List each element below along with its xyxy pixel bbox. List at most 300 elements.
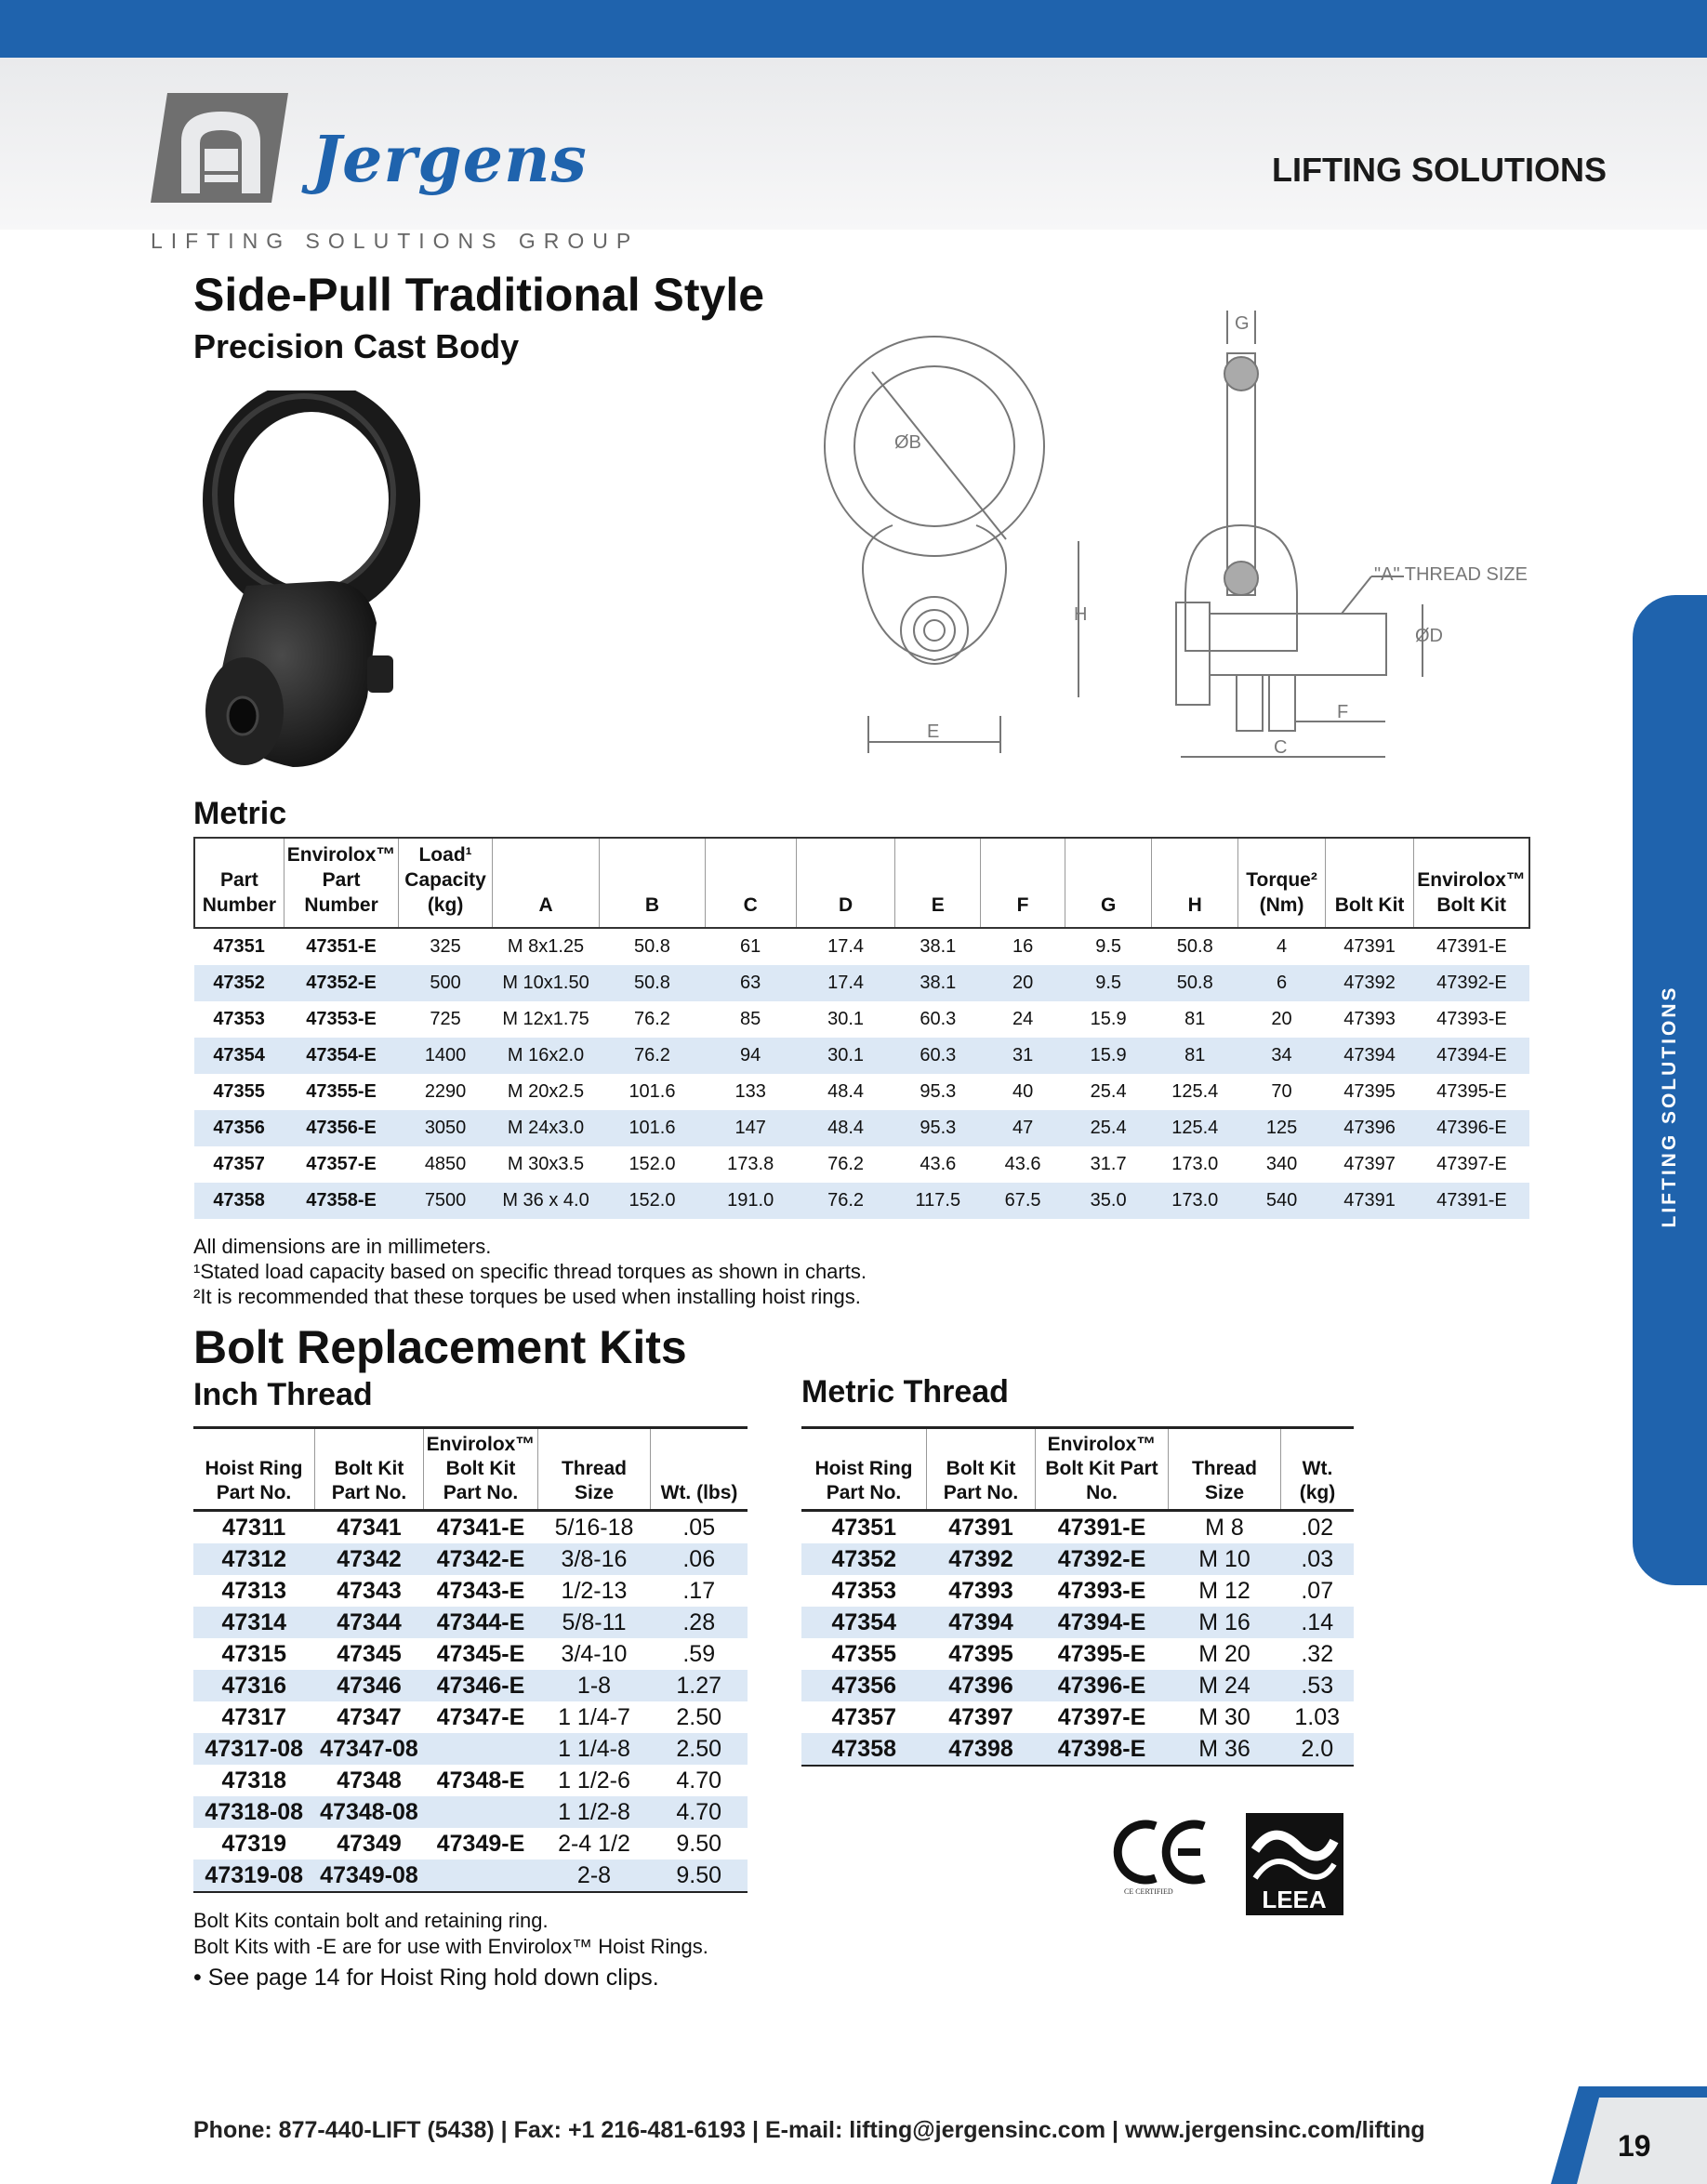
table-cell: 43.6 [920,1154,957,1174]
table-cell: 133 [734,1081,766,1102]
table-cell: 47348-08 [320,1798,418,1825]
metric-kits-body [801,1511,1354,1767]
table-cell: M 16 [1198,1608,1250,1635]
table-cell: 47346 [337,1672,402,1699]
table-cell: 47348 [337,1767,402,1794]
table-cell: 101.6 [629,1118,676,1138]
section-title: LIFTING SOLUTIONS [1272,151,1607,189]
table-cell: 47344-E [436,1608,525,1635]
inch-kit-row [193,1638,748,1670]
kit-bullet-note: • See page 14 for Hoist Ring hold down clips. [193,1965,659,1991]
table-cell: 47356 [831,1672,897,1699]
table-cell: 47397 [948,1703,1013,1730]
table-cell: 47391-E [1436,1190,1507,1211]
table-cell: 47393 [1343,1009,1396,1029]
inch-kit-row [193,1828,748,1860]
table-cell: M 30x3.5 [507,1154,585,1174]
table-cell: 24 [1012,1009,1034,1029]
table-cell: 47354-E [306,1045,377,1066]
metric-kit-row [801,1670,1354,1701]
table-cell: 20 [1012,973,1034,993]
table-cell: 47357 [213,1154,265,1174]
table-header-row [193,1428,748,1511]
table-cell: 152.0 [629,1154,676,1174]
table-cell: 47317-08 [205,1735,304,1762]
table-cell: .17 [682,1577,716,1604]
table-cell: 47391 [948,1514,1013,1541]
metric-table-row [194,965,1529,1001]
page-header [0,58,1707,253]
table-cell [424,1860,538,1892]
table-cell: 2-8 [538,1860,651,1892]
metric-table-row [194,1183,1529,1219]
table-cell: 47348-E [436,1767,525,1794]
table-cell: 191.0 [727,1190,774,1211]
inch-kit-row [193,1796,748,1828]
kit-note-contents: Bolt Kits contain bolt and retaining ring. [193,1909,549,1932]
col-b: B [600,838,705,928]
col-envirolox-bolt-kit: Envirolox™ Bolt Kit Part No. [1036,1428,1169,1511]
table-cell: 47391-E [1436,936,1507,957]
table-cell: 47358-E [306,1190,377,1211]
table-cell: 48.4 [827,1118,865,1138]
table-cell: .07 [1301,1577,1334,1604]
table-cell: 47347-08 [320,1735,418,1762]
table-cell: 47316 [221,1672,287,1699]
table-cell: 47393-E [1436,1009,1507,1029]
table-cell: M 20 [1198,1640,1250,1667]
table-cell: 50.8 [634,936,670,957]
table-cell: .03 [1301,1545,1334,1572]
table-cell: 95.3 [920,1118,957,1138]
table-cell: 47398-E [1036,1733,1169,1766]
table-cell: M 24 [1198,1672,1250,1699]
table-cell: 4.70 [676,1798,722,1825]
table-cell: 47396-E [1436,1118,1507,1138]
table-cell: 47352 [831,1545,897,1572]
table-cell: 3/8-16 [561,1545,628,1572]
table-cell: 47391 [1343,936,1396,957]
table-cell: 35.0 [1090,1190,1127,1211]
table-cell: 47353 [831,1577,897,1604]
jergens-logo-icon [149,84,296,209]
table-cell: 76.2 [634,1009,670,1029]
table-cell: .32 [1301,1640,1334,1667]
col-thread-size: Thread Size [538,1428,651,1511]
side-tab-label-wrap [1646,967,1694,1246]
table-cell: 1 1/2-6 [558,1767,630,1794]
table-cell: 47345-E [436,1640,525,1667]
table-cell: 47349 [337,1830,402,1857]
metric-kit-row [801,1701,1354,1733]
table-cell: 1-8 [576,1672,612,1699]
table-cell: 47392 [948,1545,1013,1572]
table-cell: 47341-E [436,1514,525,1541]
col-d: D [796,838,895,928]
table-cell: 9.50 [651,1860,748,1892]
col-bolt-kit: Bolt Kit Part No. [315,1428,424,1511]
table-cell: 38.1 [920,936,957,957]
table-cell: 47347-E [436,1703,525,1730]
table-cell: 101.6 [629,1081,676,1102]
table-cell: 60.3 [920,1045,957,1066]
table-cell: 47351 [213,936,265,957]
ce-caption: CE CERTIFIED [1124,1887,1173,1896]
table-cell: 25.4 [1090,1118,1127,1138]
table-cell: 47395-E [1436,1081,1507,1102]
table-cell: 47395 [1343,1081,1396,1102]
col-g: G [1065,838,1151,928]
table-cell: 47342-E [436,1545,525,1572]
metric-kit-row [801,1511,1354,1544]
table-cell: 47347 [337,1703,402,1730]
table-cell: 47352-E [306,973,377,993]
table-cell: M 8x1.25 [507,936,585,957]
col-part-number: Part Number [194,838,284,928]
table-cell: .59 [682,1640,716,1667]
dim-label-f: F [1337,702,1349,722]
table-cell: 76.2 [827,1190,865,1211]
top-blue-bar [0,0,1707,58]
inch-thread-table [193,1426,748,1893]
table-cell: 47397-E [1057,1703,1146,1730]
table-cell: 38.1 [920,973,957,993]
table-cell: 6 [1276,973,1288,993]
table-cell: 125.4 [1171,1081,1219,1102]
table-cell: M 20x2.5 [507,1081,585,1102]
table-cell: 1 1/2-8 [558,1798,630,1825]
table-cell: 3050 [424,1118,467,1138]
table-cell: 47397 [1343,1154,1396,1174]
table-cell: 47318-08 [205,1798,304,1825]
table-cell: 2.50 [676,1703,722,1730]
table-cell: 85 [740,1009,761,1029]
table-cell: M 36 [1169,1733,1281,1766]
table-cell: 340 [1265,1154,1298,1174]
table-cell: 47396 [1343,1118,1396,1138]
table-cell: 15.9 [1090,1009,1127,1029]
col-weight: Wt. (lbs) [651,1428,748,1511]
table-cell: 67.5 [1004,1190,1041,1211]
metric-table-row [194,1074,1529,1110]
table-cell: M 10 [1198,1545,1250,1572]
table-cell: 173.0 [1171,1190,1219,1211]
table-cell: 1/2-13 [561,1577,628,1604]
table-cell: 47392-E [1436,973,1507,993]
col-bolt-kit: Bolt Kit [1325,838,1413,928]
table-cell: 81 [1184,1009,1206,1029]
table-cell: 173.8 [727,1154,774,1174]
table-cell: 5/16-18 [554,1514,634,1541]
table-cell: 325 [430,936,461,957]
col-thread-size: Thread Size [1169,1428,1281,1511]
table-cell: 47355 [831,1640,897,1667]
page-number: 19 [1618,2129,1651,2163]
metric-thread-table [801,1426,1354,1767]
table-cell: 63 [740,973,761,993]
table-cell: 2290 [424,1081,467,1102]
table-cell: 47354 [213,1045,265,1066]
table-cell: 500 [430,973,461,993]
product-title: Side-Pull Traditional Style [193,269,765,321]
table-cell: 50.8 [1176,973,1213,993]
table-cell: 47355 [213,1081,265,1102]
table-cell: 4.70 [676,1767,722,1794]
leea-text: LEEA [1262,1886,1327,1913]
ce-certified-mark [1111,1813,1213,1897]
table-cell: .02 [1301,1514,1334,1541]
table-cell: 60.3 [920,1009,957,1029]
table-cell: 173.0 [1171,1154,1219,1174]
metric-thread-label: Metric Thread [801,1374,1009,1410]
table-cell: 50.8 [634,973,670,993]
table-cell: 76.2 [827,1154,865,1174]
col-torque: Torque² (Nm) [1238,838,1326,928]
product-subtitle: Precision Cast Body [193,327,520,365]
col-e: E [895,838,981,928]
table-cell: 7500 [424,1190,467,1211]
table-cell: 17.4 [827,973,865,993]
inch-kit-row [193,1607,748,1638]
col-envirolox-part: Envirolox™ Part Number [284,838,399,928]
inch-kit-row [193,1511,748,1544]
table-cell: 20 [1271,1009,1292,1029]
metric-kit-row [801,1575,1354,1607]
table-cell [424,1796,538,1828]
hoist-ring-photo [191,390,432,781]
metric-table-row [194,1038,1529,1074]
table-cell: .28 [682,1608,716,1635]
leea-logo [1246,1813,1343,1915]
table-cell: 50.8 [1176,936,1213,957]
col-c: C [705,838,796,928]
table-header-row [801,1428,1354,1511]
table-cell [424,1733,538,1765]
inch-kit-row [193,1733,748,1765]
table-cell: 31.7 [1090,1154,1127,1174]
table-cell: M 30 [1198,1703,1250,1730]
table-cell: 47393-E [1057,1577,1146,1604]
table-cell: 540 [1265,1190,1298,1211]
col-a: A [492,838,600,928]
table-cell: 47353 [213,1009,265,1029]
inch-table-body [193,1511,748,1893]
table-cell: 47318 [221,1767,287,1794]
table-cell: 47 [1012,1118,1034,1138]
table-cell: 25.4 [1090,1081,1127,1102]
table-cell: 47394-E [1057,1608,1146,1635]
table-cell: 47398 [927,1733,1036,1766]
table-cell: 1 1/4-7 [558,1703,630,1730]
table-header-row [194,838,1529,928]
table-cell: M 36 x 4.0 [502,1190,589,1211]
table-cell: 30.1 [827,1009,865,1029]
col-hoist-ring: Hoist Ring Part No. [193,1428,315,1511]
table-cell: 47317 [221,1703,287,1730]
table-cell: M 24x3.0 [507,1118,585,1138]
table-cell: 47392-E [1057,1545,1146,1572]
table-cell: 47354 [831,1608,897,1635]
table-cell: 725 [430,1009,461,1029]
table-cell: M 12 [1198,1577,1250,1604]
table-cell: 47391-E [1057,1514,1146,1541]
table-cell: 47351-E [306,936,377,957]
table-cell: 125.4 [1171,1118,1219,1138]
table-cell: 147 [734,1118,766,1138]
table-cell: 47355-E [306,1081,377,1102]
table-cell: 5/8-11 [562,1608,627,1635]
table-cell: 17.4 [827,936,865,957]
table-cell: 1.27 [676,1672,722,1699]
metric-table-label: Metric [193,796,287,831]
table-cell: 1 1/4-8 [558,1735,630,1762]
kit-note-envirolox: Bolt Kits with -E are for use with Envirolox™ Hoist Rings. [193,1935,708,1958]
table-cell: 4850 [424,1154,467,1174]
table-cell: 47341 [337,1514,402,1541]
table-cell: 48.4 [827,1081,865,1102]
bolt-kits-title: Bolt Replacement Kits [193,1321,687,1373]
table-cell: 47345 [337,1640,402,1667]
metric-kit-row [801,1607,1354,1638]
table-cell: 40 [1012,1081,1034,1102]
inch-kit-row [193,1860,748,1892]
table-cell: 47396 [948,1672,1013,1699]
metric-table-row [194,1110,1529,1146]
dim-label-c: C [1274,737,1288,758]
table-cell: 2.0 [1281,1733,1355,1766]
table-cell: 152.0 [629,1190,676,1211]
table-cell: 47358 [801,1733,927,1766]
dim-label-b: ØB [894,432,921,453]
table-cell: 47351 [831,1514,897,1541]
table-cell: 76.2 [634,1045,670,1066]
dim-label-e: E [927,721,940,742]
note-dimensions: All dimensions are in millimeters. [193,1235,492,1258]
table-cell: 47352 [213,973,265,993]
col-envirolox-bolt-kit: Envirolox™ Bolt Kit [1414,838,1529,928]
table-cell: 47313 [221,1577,287,1604]
note-load-capacity: ¹Stated load capacity based on specific thread torques as shown in charts. [193,1260,867,1283]
table-cell: M 12x1.75 [502,1009,589,1029]
col-f: F [981,838,1065,928]
table-cell: 81 [1184,1045,1206,1066]
col-weight: Wt. (kg) [1281,1428,1355,1511]
table-cell: 47395 [948,1640,1013,1667]
metric-table-row [194,1001,1529,1038]
table-cell: 47358 [213,1190,265,1211]
table-cell: 47394 [948,1608,1013,1635]
table-cell: 47314 [221,1608,287,1635]
table-cell: .14 [1301,1608,1334,1635]
table-cell: .53 [1301,1672,1334,1699]
table-cell: 117.5 [915,1190,961,1211]
side-tab-label: LIFTING SOLUTIONS [1659,985,1680,1228]
col-h: H [1152,838,1238,928]
table-cell: 47349-E [436,1830,525,1857]
note-torque: ²It is recommended that these torques be used when installing hoist rings. [193,1285,861,1308]
table-cell: 4 [1276,936,1288,957]
kit-notes [193,1908,708,1960]
metric-table-row [194,1146,1529,1183]
table-cell: M 8 [1205,1514,1244,1541]
col-bolt-kit: Bolt Kit Part No. [927,1428,1036,1511]
inch-kit-row [193,1575,748,1607]
table-cell: 94 [740,1045,761,1066]
table-cell: 47344 [337,1608,402,1635]
table-cell: 47396-E [1057,1672,1146,1699]
col-load-capacity: Load¹ Capacity (kg) [399,838,492,928]
table-cell: 16 [1012,936,1034,957]
table-cell: 47312 [221,1545,287,1572]
table-cell: 70 [1271,1081,1292,1102]
brand-subtitle: LIFTING SOLUTIONS GROUP [151,229,640,253]
table-cell: 2.50 [676,1735,722,1762]
table-cell: 9.50 [676,1830,722,1857]
table-cell: .05 [682,1514,716,1541]
table-cell: 47356-E [306,1118,377,1138]
table-cell: 43.6 [1004,1154,1041,1174]
inch-kit-row [193,1543,748,1575]
inch-kit-row [193,1701,748,1733]
table-cell: 47315 [221,1640,287,1667]
brand-logo-text: Jergens [311,123,588,197]
table-cell: 47391 [1343,1190,1396,1211]
table-cell: 47343-E [436,1577,525,1604]
table-cell: 47357 [831,1703,897,1730]
table-cell: 9.5 [1095,936,1122,957]
metric-notes [193,1234,867,1309]
col-hoist-ring: Hoist Ring Part No. [801,1428,927,1511]
inch-kit-row [193,1765,748,1796]
dim-label-h: H [1074,604,1088,625]
table-cell: 34 [1271,1045,1292,1066]
footer-contact: Phone: 877-440-LIFT (5438) | Fax: +1 216-481-6193 | E-mail: lifting@jergensinc.com | www.jergensinc.com/lifting [193,2117,1425,2143]
table-cell: M 10x1.50 [502,973,589,993]
table-cell: 1400 [424,1045,467,1066]
table-cell: M 16x2.0 [507,1045,585,1066]
table-cell: 30.1 [827,1045,865,1066]
table-cell: 47343 [337,1577,402,1604]
table-cell: 47356 [213,1118,265,1138]
metric-kit-row [801,1638,1354,1670]
table-cell: 31 [1012,1045,1034,1066]
technical-drawing [800,307,1543,772]
table-cell: 3/4-10 [561,1640,628,1667]
table-cell: 95.3 [920,1081,957,1102]
inch-kit-row [193,1670,748,1701]
table-cell: 15.9 [1090,1045,1127,1066]
table-cell: 47353-E [306,1009,377,1029]
table-cell: 47393 [948,1577,1013,1604]
table-cell: 61 [740,936,761,957]
table-cell: 47394-E [1436,1045,1507,1066]
dim-label-d: ØD [1415,626,1443,646]
metric-kit-row [801,1733,1354,1766]
metric-dimensions-table [193,837,1530,1219]
dim-label-a-thread: "A" THREAD SIZE [1374,564,1528,585]
table-cell: 1.03 [1294,1703,1341,1730]
table-cell: 47357-E [306,1154,377,1174]
dim-label-g: G [1235,313,1250,334]
table-cell: 47342 [337,1545,402,1572]
table-cell: 47349-08 [315,1860,424,1892]
table-cell: 47394 [1343,1045,1396,1066]
table-cell: .06 [682,1545,716,1572]
table-cell: 9.5 [1095,973,1122,993]
table-cell: 47395-E [1057,1640,1146,1667]
table-cell: 47319-08 [193,1860,315,1892]
table-cell: 47392 [1343,973,1396,993]
